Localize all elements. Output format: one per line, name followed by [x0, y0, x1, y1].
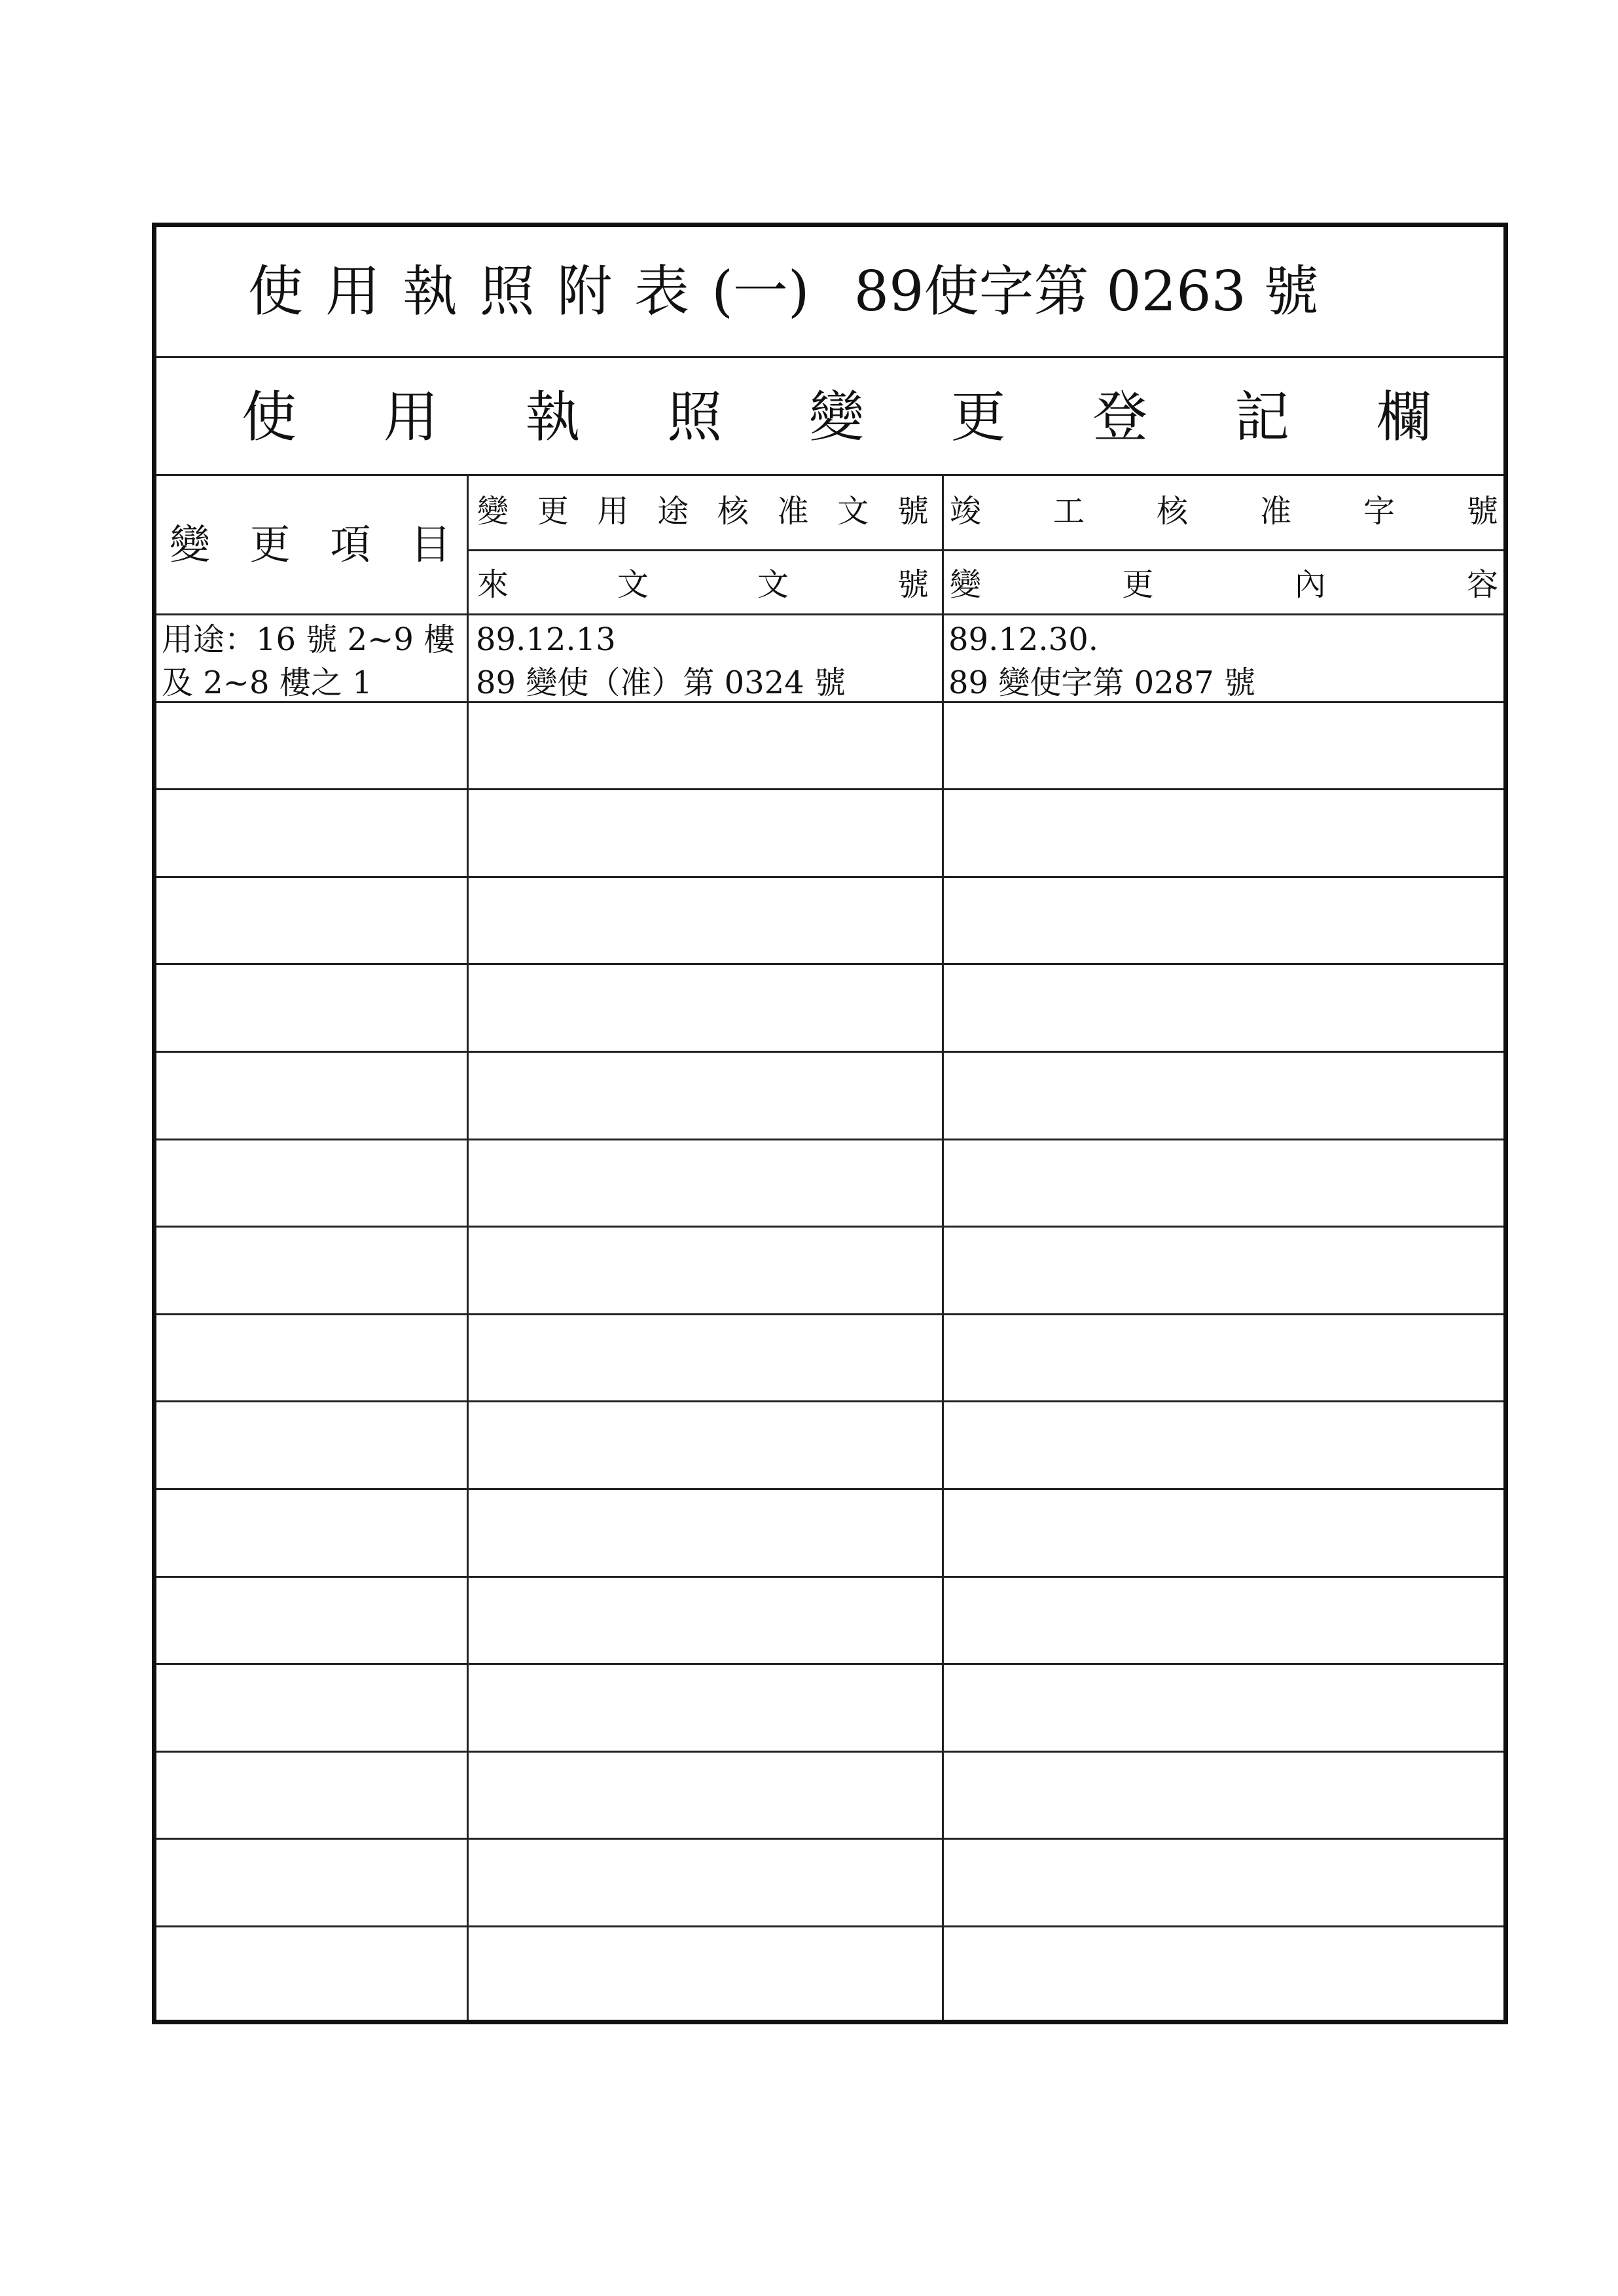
header-char: 號 [897, 493, 929, 530]
form-title-row [156, 227, 1503, 358]
section-title-char: 欄 [1376, 385, 1431, 449]
row-completion [948, 1315, 1498, 1401]
header-char: 核 [1156, 493, 1188, 530]
row-approval [476, 1140, 934, 1226]
row-approval [476, 1315, 934, 1401]
table-row [156, 965, 1503, 1053]
table-header [156, 476, 1503, 615]
header-char: 途 [657, 493, 689, 530]
row-completion [948, 1228, 1498, 1313]
cell-line: 89.12.30. [948, 621, 1099, 658]
table-body [156, 615, 1503, 2020]
table-row [156, 1053, 1503, 1140]
header-char: 文 [837, 493, 869, 530]
row-completion [948, 878, 1498, 964]
header-char: 核 [717, 493, 749, 530]
header-char: 更 [249, 520, 291, 568]
row-approval [476, 1840, 934, 1925]
header-char: 竣 [950, 493, 982, 530]
header-char: 字 [1363, 493, 1395, 530]
header-char: 工 [1052, 493, 1085, 530]
row-approval [476, 703, 934, 789]
row-change-item [162, 1665, 463, 1751]
header-char: 准 [777, 493, 809, 530]
row-approval [476, 1490, 934, 1576]
row-approval [476, 1665, 934, 1751]
row-change-item [162, 1927, 463, 2015]
title-word: 照 [480, 259, 535, 323]
table-row [156, 615, 1503, 703]
section-title [242, 384, 1431, 450]
table-row [156, 1578, 1503, 1666]
row-approval [476, 1753, 934, 1838]
row-approval [476, 1053, 934, 1139]
row-approval [476, 615, 934, 701]
row-change-item [162, 878, 463, 964]
row-completion [948, 965, 1498, 1051]
header-divider [469, 549, 1503, 551]
row-completion [948, 1927, 1498, 2015]
subtitle-row [156, 358, 1503, 476]
row-change-item [162, 1053, 463, 1139]
section-title-char: 記 [1234, 385, 1290, 449]
header-char: 容 [1466, 566, 1498, 603]
header-char: 來 [477, 566, 509, 603]
table-row [156, 1490, 1503, 1578]
title-word: 執 [403, 259, 458, 323]
row-approval [476, 1228, 934, 1313]
row-change-item [162, 1315, 463, 1401]
header-char: 更 [537, 493, 569, 530]
header-char: 文 [757, 566, 789, 603]
form-title [248, 259, 1319, 324]
row-completion [948, 703, 1498, 789]
row-completion [948, 1490, 1498, 1576]
column-divider [467, 476, 469, 613]
row-change-item [162, 965, 463, 1051]
cell-line: 89.12.13 [476, 621, 616, 658]
row-approval [476, 878, 934, 964]
row-completion [948, 790, 1498, 876]
row-completion [948, 615, 1498, 701]
cell-line: 用途：16 號 2~9 樓 [162, 621, 456, 658]
section-title-char: 更 [950, 385, 1006, 449]
row-change-item [162, 1140, 463, 1226]
row-change-item [162, 1578, 463, 1664]
header-char: 變 [170, 520, 211, 568]
header-char: 項 [330, 520, 371, 568]
row-change-item [162, 1753, 463, 1838]
row-completion [948, 1578, 1498, 1664]
section-title-char: 變 [808, 385, 864, 449]
row-completion [948, 1665, 1498, 1751]
title-word: 使 [248, 259, 304, 323]
header-char: 更 [1122, 566, 1154, 603]
section-title-char: 用 [383, 385, 439, 449]
header-char: 用 [597, 493, 629, 530]
row-change-item [162, 1840, 463, 1925]
license-number: 89使字第 0263 號 [854, 259, 1319, 323]
row-change-item [162, 1228, 463, 1313]
header-char: 文 [617, 566, 649, 603]
header-char: 變 [950, 566, 982, 603]
row-completion [948, 1140, 1498, 1226]
table-row [156, 1402, 1503, 1490]
title-suffix: (一) [711, 259, 810, 323]
row-completion [948, 1053, 1498, 1139]
table-row [156, 1753, 1503, 1840]
header-incoming-number [477, 558, 929, 611]
table-row [156, 878, 1503, 966]
row-change-item [162, 615, 463, 701]
header-char: 號 [897, 566, 929, 603]
row-change-item [162, 703, 463, 789]
table-row [156, 790, 1503, 878]
section-title-char: 照 [667, 385, 723, 449]
title-word: 用 [325, 259, 381, 323]
row-completion [948, 1402, 1498, 1488]
table-row [156, 703, 1503, 791]
section-title-char: 執 [525, 385, 581, 449]
header-char: 准 [1259, 493, 1291, 530]
table-row [156, 1927, 1503, 2015]
row-completion [948, 1840, 1498, 1925]
table-row [156, 1665, 1503, 1753]
header-char: 目 [410, 520, 451, 568]
section-title-char: 使 [242, 385, 297, 449]
row-change-item [162, 1402, 463, 1488]
cell-line: 89 變使字第 0287 號 [948, 665, 1256, 701]
row-approval [476, 1578, 934, 1664]
column-divider [942, 476, 944, 613]
header-char: 內 [1294, 566, 1326, 603]
row-approval [476, 965, 934, 1051]
header-char: 號 [1466, 493, 1498, 530]
title-word: 附 [557, 259, 613, 323]
row-change-item [162, 790, 463, 876]
header-approval-number [477, 485, 929, 538]
license-change-form [152, 223, 1508, 2024]
title-word: 表 [634, 259, 690, 323]
row-change-item [162, 1490, 463, 1576]
header-completion-number [950, 485, 1498, 538]
table-row [156, 1840, 1503, 1927]
row-approval [476, 790, 934, 876]
section-title-char: 登 [1092, 385, 1148, 449]
cell-line: 89 變使（准）第 0324 號 [476, 665, 846, 701]
table-row [156, 1315, 1503, 1403]
row-completion [948, 1753, 1498, 1838]
header-change-content [950, 558, 1498, 611]
row-approval [476, 1927, 934, 2015]
cell-line: 及 2~8 樓之 1 [162, 665, 372, 701]
row-approval [476, 1402, 934, 1488]
header-change-item [170, 512, 451, 577]
table-row [156, 1140, 1503, 1228]
header-char: 變 [477, 493, 509, 530]
table-row [156, 1228, 1503, 1315]
